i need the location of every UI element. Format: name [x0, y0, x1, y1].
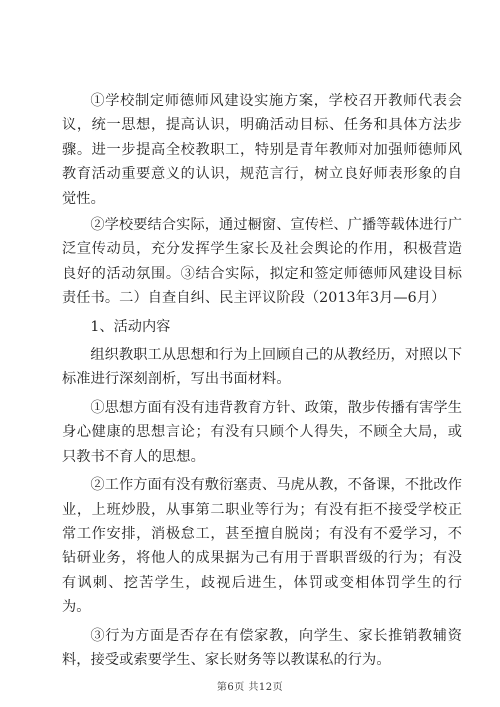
- paragraph-1: ①学校制定师德师风建设实施方案，学校召开教师代表会议，统一思想，提高认识，明确活动目标、任务和具体方法步骤。进一步提高全校教职工，特别是青年教师对加强师德师风教育活动重要意义的认识，规范言行，树立良好师表形象的自觉性。: [62, 93, 462, 207]
- page-footer: 第6页 共12页: [216, 682, 284, 693]
- section-heading: 1、活动内容: [90, 318, 171, 335]
- paragraph-6: ③行为方面是否存在有偿家教，向学生、家长推销教辅资料，接受或索要学生、家长财务等以教谋私的行为。: [62, 627, 462, 668]
- paragraph-5: ②工作方面有没有敷衍塞责、马虎从教，不备课，不批改作业，上班炒股，从事第二职业等行为；有没有拒不接受学校正常工作安排，消极怠工，甚至擅自脱岗；有没有不爱学习，不钻研业务，将他人的成果据为己有用于晋职晋级的行为；有没有讽刺、挖苦学生，歧视后进生，体罚或变相体罚学生的行为。: [62, 477, 462, 616]
- paragraph-4: ①思想方面有没有违背教育方针、政策，散步传播有害学生身心健康的思想言论；有没有只顾个人得失，不顾全大局，或只教书不育人的思想。: [62, 399, 462, 465]
- paragraph-3: 组织教职工从思想和行为上回顾自己的从教经历，对照以下标准进行深刻剖析，写出书面材料。: [62, 347, 462, 388]
- paragraph-2: ②学校要结合实际，通过橱窗、宣传栏、广播等载体进行广泛宣传动员，充分发挥学生家长及社会舆论的作用，积极营造良好的活动氛围。③结合实际，拟定和签定师德师风建设目标责任书。二）自查自纠、民主评议阶段（2013年3月—6月）: [62, 217, 462, 307]
- document-body: [62, 89, 462, 672]
